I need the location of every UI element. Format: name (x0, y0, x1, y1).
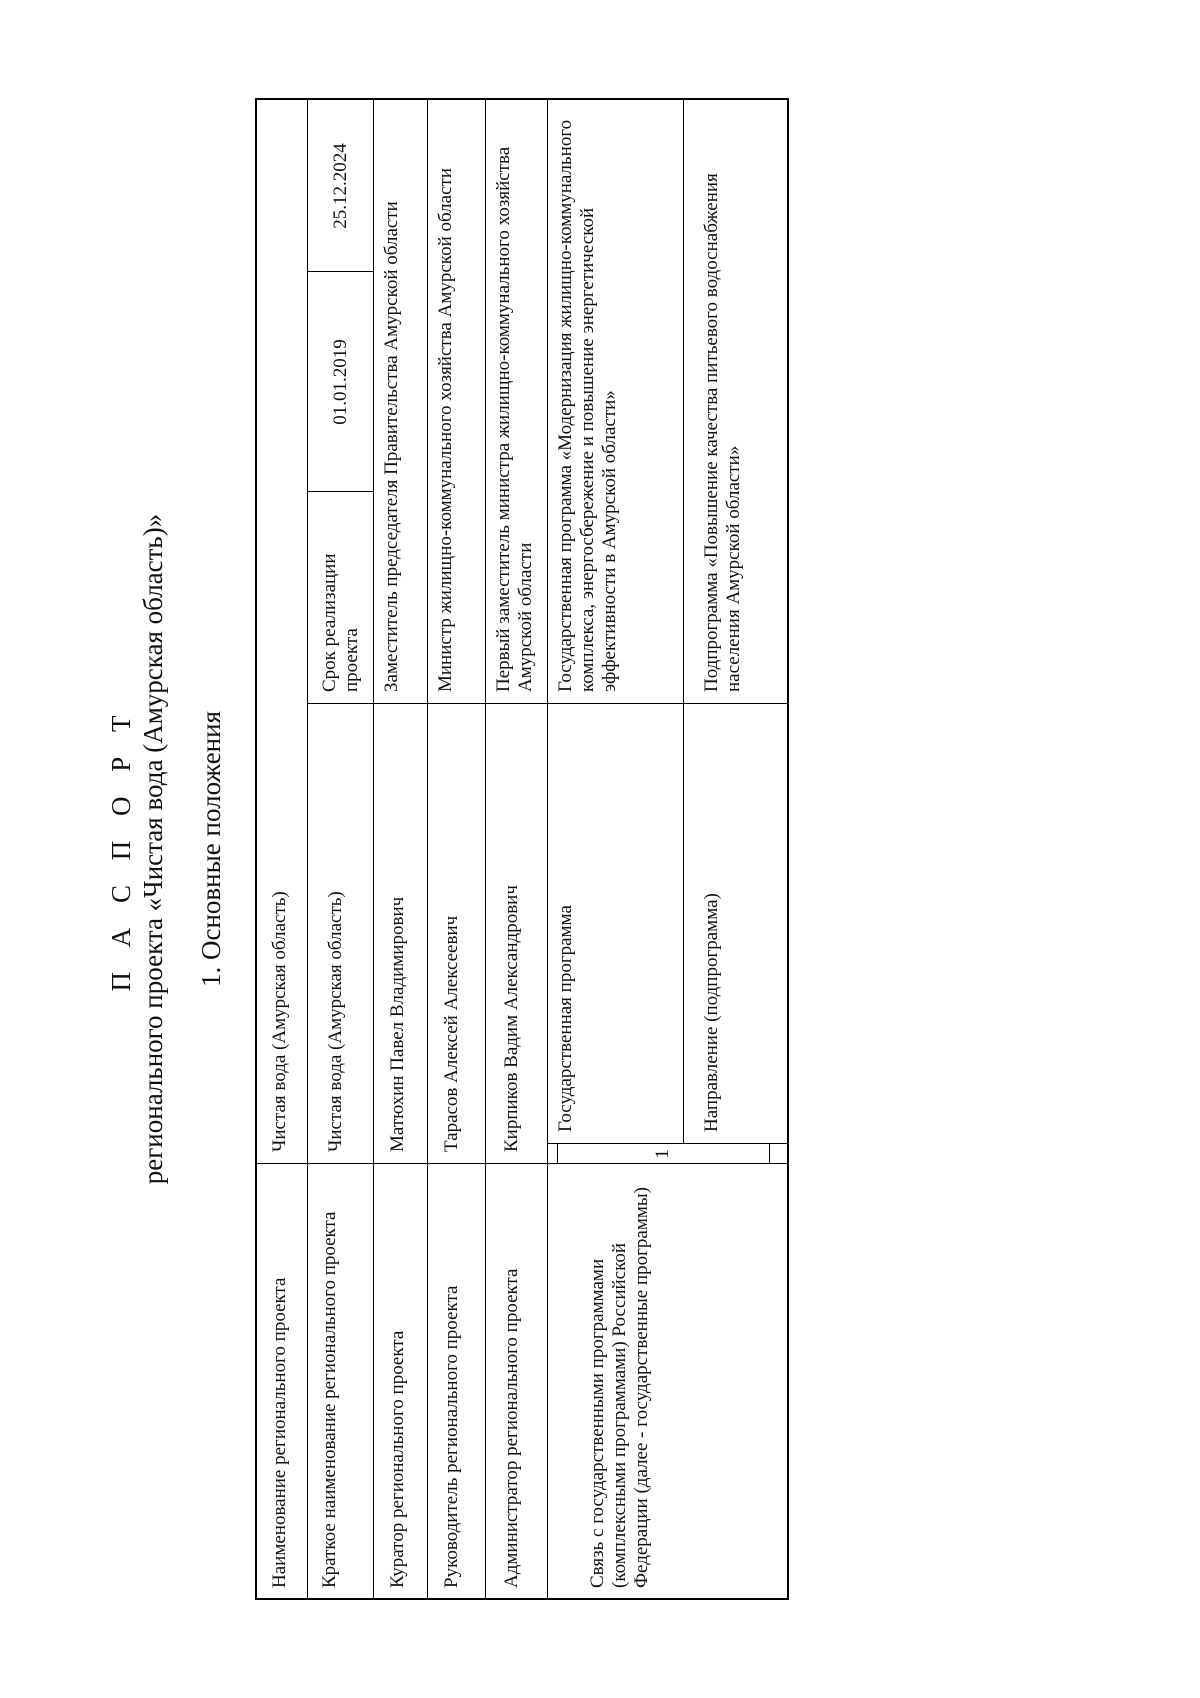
link-row-number: 1 (651, 1149, 673, 1159)
row-divider (427, 98, 428, 1600)
value-leader: Тарасов Алексей Алексеевич (441, 915, 462, 1152)
label-curator: Куратор регионального проекта (387, 1330, 408, 1588)
value-curator-position: Заместитель председателя Правительства Амурской области (381, 201, 402, 692)
label-leader: Руководитель регионального проекта (441, 1285, 462, 1588)
value-curator: Матюхин Павел Владимирович (387, 896, 408, 1152)
document-subtitle: регионального проекта «Чистая вода (Амурская область)» (138, 513, 168, 1185)
label-state-program: Государственная программа (555, 905, 576, 1132)
label-administrator: Администратор регионального проекта (501, 1268, 522, 1588)
term-divider (307, 271, 373, 272)
link-subrow-divider (683, 100, 684, 1144)
value-term-start: 01.01.2019 (329, 339, 351, 425)
row-divider (307, 98, 308, 1600)
table-border-bottom (787, 98, 789, 1600)
value-administrator-position: Первый заместитель министра жилищно-коммунального хозяйства Амурской области (493, 146, 537, 692)
link-number-divider (769, 1144, 770, 1164)
term-divider (307, 703, 373, 704)
row-divider (547, 98, 548, 1600)
passport-table (255, 98, 789, 1600)
label-subprogram: Направление (подпрограмма) (701, 893, 722, 1132)
table-border-top (255, 98, 257, 1600)
row-divider (373, 98, 374, 1600)
value-subprogram: Подпрограмма «Повышение качества питьевого водоснабжения населения Амурской области» (701, 173, 745, 692)
section-heading: 1. Основные положения (196, 711, 226, 987)
term-divider (307, 491, 373, 492)
value-project-name: Чистая вода (Амурская область) (269, 891, 290, 1152)
document-title: П А С П О Р Т (106, 706, 136, 992)
label-project-term: Срок реализации проекта (319, 553, 363, 692)
label-state-program-link: Связь с государственными программами (комплексными программами) Российской Федерации (далее - государственные программы) (587, 1187, 653, 1588)
value-leader-position: Министр жилищно-коммунального хозяйства Амурской области (435, 168, 456, 692)
row-divider (485, 98, 486, 1600)
position-divider (373, 703, 789, 704)
value-administrator: Кирпиков Вадим Александрович (501, 885, 522, 1152)
table-border-left (255, 1598, 789, 1600)
label-project-name: Наименование регионального проекта (269, 1277, 290, 1588)
label-project-short-name: Краткое наименование регионального проекта (319, 1211, 340, 1588)
link-number-divider (557, 1144, 558, 1164)
value-project-short-name: Чистая вода (Амурская область) (325, 891, 346, 1152)
value-term-end: 25.12.2024 (329, 143, 351, 229)
value-state-program: Государственная программа «Модернизация жилищно-коммунального комплекса, энергосбережение и повышение энергетической эффективности в Амурской области» (555, 119, 621, 692)
table-border-right (255, 98, 789, 100)
